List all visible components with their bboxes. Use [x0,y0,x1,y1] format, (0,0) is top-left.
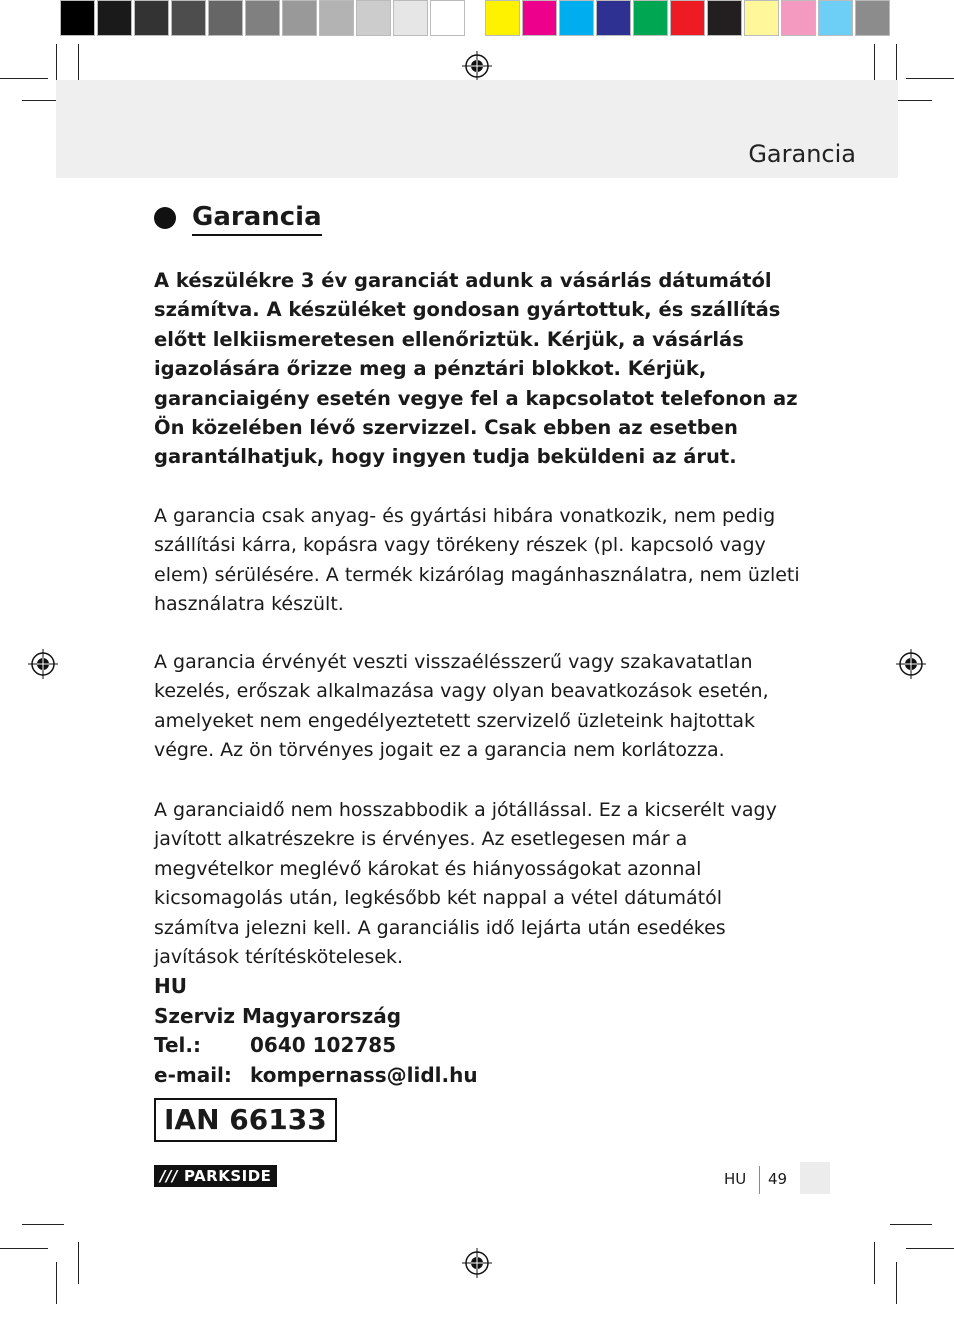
gray-swatch [282,0,317,36]
contact-phone-row [154,1031,478,1061]
crop-mark [0,78,48,79]
gray-swatch [171,0,206,36]
gray-swatch [208,0,243,36]
registration-mark-icon [28,649,58,679]
grayscale-calibration-bar [60,0,467,38]
crop-mark [22,1224,64,1225]
phone-value: 0640 102785 [250,1033,397,1057]
color-swatch [781,0,816,36]
color-swatch [596,0,631,36]
gray-swatch [430,0,465,36]
color-swatch [707,0,742,36]
page-number: 49 [768,1170,788,1188]
color-swatch [818,0,853,36]
paragraph: A garanciaidő nem hosszabbodik a jótállással. Ez a kicserélt vagy javított alkatrészekre is érvényes. Az esetlegesen már a megvételkor meglévő károkat és hiányosságokat azonnal kicsomagolás után, legkésőbb két nappal a vétel dátumától számítva jelezni kell. A garanciális idő lejárta után esedékes javítások térítéskötelesek. [154,799,777,969]
gray-swatch [245,0,280,36]
email-value: kompernass@lidl.hu [250,1062,478,1087]
color-swatch [670,0,705,36]
gray-swatch [356,0,391,36]
crop-mark [0,1248,48,1249]
section-heading [154,200,322,236]
crop-mark [906,1248,954,1249]
bullet-icon [154,207,176,229]
paragraph: A garancia csak anyag- és gyártási hibára vonatkozik, nem pedig szállítási kárra, kopásra vagy törékeny részek (pl. kapcsoló vagy elem) sérülésére. A termék kizárólag magánhasználatra, nem üzleti használatra készült. [154,505,800,616]
gray-swatch [60,0,95,36]
logo-slashes: /// [160,1167,178,1185]
crop-mark [56,1262,57,1304]
color-swatch [522,0,557,36]
color-swatch [485,0,520,36]
footer-language: HU [724,1170,747,1188]
section-title: Garancia [192,200,322,236]
footer-tab-box [800,1162,830,1194]
email-label: e-mail: [154,1062,232,1087]
crop-mark [78,1242,79,1284]
gray-swatch [393,0,428,36]
logo-text: PARKSIDE [183,1167,272,1185]
registration-mark-icon [462,51,492,81]
paragraph: A garancia érvényét veszti visszaélésszerű vagy szakavatatlan kezelés, erőszak alkalmazása vagy olyan beavatkozások esetén, amelyeket nem engedélyeztetett szervizelő üzleteink hajtottak végre. Az ön törvényes jogait ez a garancia nem korlátozza. [154,651,769,762]
color-swatch [744,0,779,36]
footer-divider [759,1166,760,1194]
service-contact [154,972,478,1090]
color-swatch [633,0,668,36]
registration-mark-icon [462,1248,492,1278]
gray-swatch [319,0,354,36]
color-calibration-bar [485,0,892,38]
contact-country: HU [154,974,187,998]
intro-paragraph: A készülékre 3 év garanciát adunk a vásárlás dátumától számítva. A készüléket gondosan gyártottuk, és szállítás előtt lelkiismeretesen ellenőriztük. Kérjük, a vásárlás igazolására őrizze meg a pénztári blokkot. Kérjük, garanciaigény esetén vegye fel a kapcsolatot telefonon az Ön közelében lévő szervizzel. Csak ebben az esetben garantálhatjuk, hogy ingyen tudja beküldeni az árut. [154,269,798,469]
color-swatch [855,0,890,36]
gray-swatch [97,0,132,36]
contact-email-row [154,1061,478,1091]
phone-label: Tel.: [154,1033,202,1057]
crop-mark [906,78,954,79]
parkside-logo [154,1165,277,1187]
contact-service-name: Szerviz Magyarország [154,1003,402,1028]
color-swatch [559,0,594,36]
crop-mark [890,1224,932,1225]
crop-mark [896,1262,897,1304]
registration-mark-icon [896,649,926,679]
running-header-title: Garancia [748,140,856,168]
gray-swatch [134,0,169,36]
crop-mark [874,1242,875,1284]
ian-number-box: IAN 66133 [154,1098,337,1142]
